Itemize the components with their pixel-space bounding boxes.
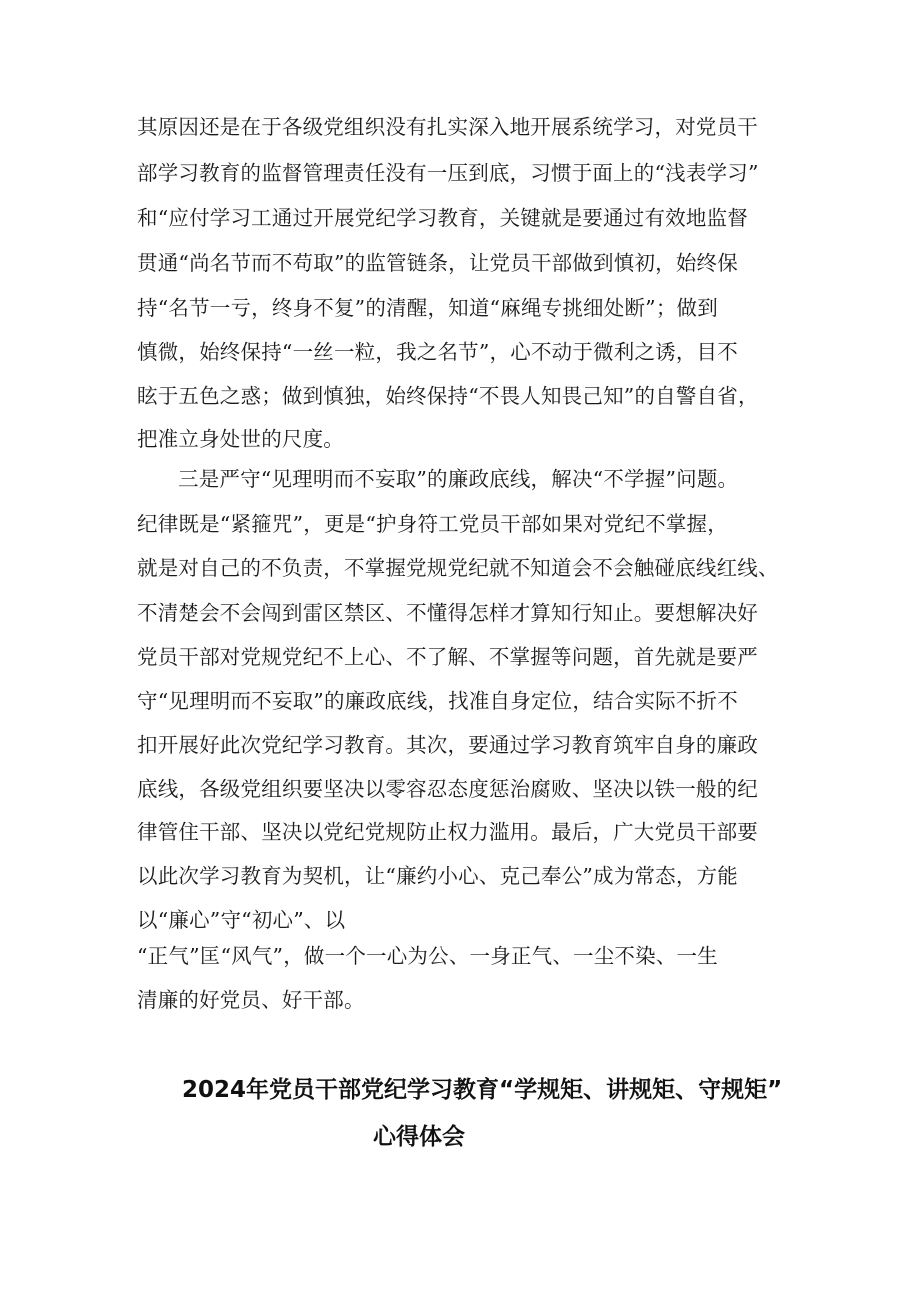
text-line: 慎微，始终保持“一丝一粒，我之名节”，心不动于微利之诱，目不	[137, 340, 738, 364]
text-line: 持“名节一亏，终身不复”的清醒，知道“麻绳专挑细处断”；做到	[137, 296, 718, 320]
text-line: 以此次学习教育为契机，让“廉约小心、克己奉公”成为常态，方能	[137, 864, 738, 888]
text-line: 部学习教育的监督管理责任没有一压到底，习惯于面上的“浅表学习”	[137, 161, 759, 185]
text-line: 党员干部对党规党纪不上心、不了解、不掌握等问题，首先就是要严	[137, 645, 758, 669]
text-line: 纪律既是“紧箍咒”，更是“护身符工党员干部如果对党纪不掌握，	[137, 512, 728, 536]
text-line: 守“见理明而不妄取”的廉政底线，找准自身定位，结合实际不折不	[137, 689, 738, 713]
text-line: 扣开展好此次党纪学习教育。其次，要通过学习教育筑牢自身的廉政	[137, 733, 758, 757]
text-line: 其原因还是在于各级党组织没有扎实深入地开展系统学习，对党员干	[137, 115, 758, 139]
text-line: 底线，各级党组织要坚决以零容忍态度惩治腐败、坚决以铁一般的纪	[137, 777, 758, 801]
paragraph-start-line: 三是严守“见理明而不妄取”的廉政底线，解决“不学握”问题。	[178, 467, 739, 491]
text-line: 贯通“尚名节而不苟取”的监管链条，让党员干部做到慎初，始终保	[137, 251, 738, 275]
text-line: 就是对自己的不负责，不掌握党规党纪就不知道会不会触碰底线红线、	[137, 556, 779, 580]
text-line: 把准立身处世的尺度。	[137, 427, 344, 451]
text-line: 律管住干部、坚决以党纪党规防止权力滥用。最后，广大党员干部要	[137, 820, 758, 844]
article-title-continued: 心得体会	[373, 1124, 465, 1150]
text-line: 以“廉心”守“初心”、以	[137, 908, 346, 932]
text-line: 和“应付学习工通过开展党纪学习教育，关键就是要通过有效地监督	[137, 206, 748, 230]
text-line: “正气”匡“风气”，做一个一心为公、一身正气、一尘不染、一生	[137, 944, 718, 968]
text-line: 清廉的好党员、好干部。	[137, 988, 365, 1012]
text-line: 眩于五色之惑；做到慎独，始终保持“不畏人知畏己知”的自警自省，	[137, 384, 759, 408]
text-line: 不清楚会不会闯到雷区禁区、不懂得怎样才算知行知止。要想解决好	[137, 601, 758, 625]
article-title: 2024年党员干部党纪学习教育“学规矩、讲规矩、守规矩”	[182, 1077, 783, 1103]
